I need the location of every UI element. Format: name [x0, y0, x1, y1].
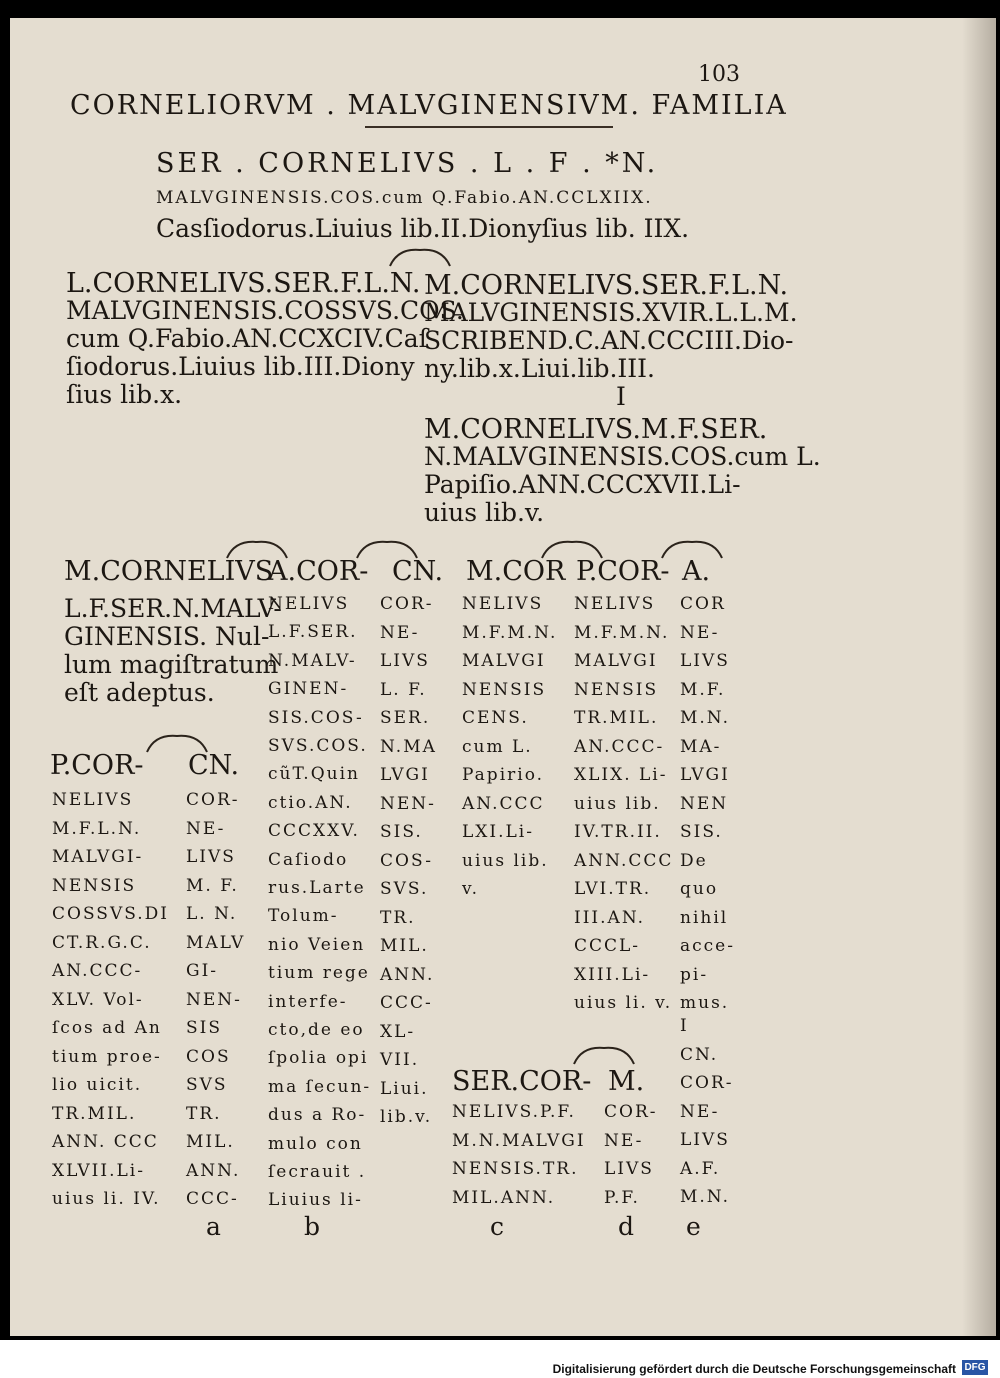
colB-line: interfe-: [268, 991, 348, 1012]
left2-line: cum Q.Fabio.AN.CCXCIV.Caſ: [66, 324, 428, 353]
colA2b-line: TR.: [186, 1103, 222, 1124]
colC-line: CCC-: [380, 993, 433, 1013]
colA2b-line: COS: [186, 1046, 231, 1067]
left2-line: ſius lib.x.: [66, 380, 183, 409]
colD-line: v.: [462, 879, 479, 899]
colB-line: dus a Ro-: [268, 1105, 367, 1126]
colC-line: VII.: [380, 1050, 420, 1070]
colA2a-line: ſcos ad An: [52, 1018, 162, 1038]
colD-line: MALVGI: [462, 651, 546, 671]
footer-credit: Digitalisierung gefördert durch die Deutsche Forschungsgemeinschaft: [552, 1362, 956, 1376]
colC-line: TR.: [380, 907, 416, 928]
colF-line: NEN: [680, 793, 729, 814]
right3-line: Papiſio.ANN.CCCXVII.Li-: [424, 470, 741, 499]
colB-line: mulo con: [268, 1133, 363, 1154]
rowheads-item: M.COR: [466, 556, 566, 587]
colA2a-line: tium proe-: [52, 1046, 162, 1067]
colF-line: acce-: [680, 936, 735, 956]
colC-line: MIL.: [380, 936, 429, 956]
right3-line: N.MALVGINENSIS.COS.cum L.: [424, 442, 821, 471]
colB-line: Liuius li-: [268, 1190, 363, 1211]
colF-line: LVGI: [680, 765, 730, 785]
colA2a-line: COSSVS.DI: [52, 904, 170, 924]
colF2-line: M.N.: [680, 1187, 731, 1207]
dfg-logo-icon: DFG: [962, 1360, 988, 1375]
colF-line: M.F.: [680, 679, 726, 700]
colD-line: CENS.: [462, 708, 529, 728]
colC-line: NEN-: [380, 793, 436, 814]
colB-line: ſpolia opi: [268, 1048, 369, 1069]
colA2a-line: CT.R.G.C.: [52, 932, 152, 953]
colB-line: rus.Larte: [268, 878, 366, 898]
colE-line: III.AN.: [574, 907, 646, 928]
colC-line: lib.v.: [380, 1107, 433, 1127]
right2-line: SCRIBEND.C.AN.CCCIII.Dio-: [424, 326, 794, 355]
colA2b-line: NE-: [186, 818, 226, 839]
colF-line: NE-: [680, 622, 720, 643]
colE-line: TR.MIL.: [574, 708, 659, 728]
colA-line: L.F.SER.N.MALV-: [64, 594, 282, 623]
colE2-line: LIVS: [604, 1159, 654, 1179]
colB-line: NELIVS: [268, 594, 350, 614]
colF-line: M.N.: [680, 708, 731, 728]
colA2b-line: COR-: [186, 790, 240, 810]
colA2b-line: CCC-: [186, 1189, 239, 1209]
colC-line: LVGI: [380, 765, 430, 785]
colA2a-line: NELIVS: [52, 790, 134, 810]
colE-line: AN.CCC-: [574, 736, 665, 757]
colB-line: ma ſecun-: [268, 1076, 372, 1097]
colC-line: Liui.: [380, 1078, 429, 1099]
colF2-line: A.F.: [680, 1158, 721, 1179]
colA2a-line: lio uicit.: [52, 1075, 143, 1095]
colD2-line: M.N.MALVGI: [452, 1130, 586, 1151]
colB-line: SVS.COS.: [268, 736, 368, 756]
colE2-line: NE-: [604, 1130, 644, 1151]
colC-line: N.MA: [380, 736, 437, 757]
colE-line: LVI.TR.: [574, 879, 652, 899]
colA2a-line: XLV. Vol-: [52, 989, 144, 1010]
colB-line: tium rege: [268, 963, 370, 984]
colF2-line: I: [680, 1016, 689, 1036]
rowheads-item: CN.: [392, 556, 444, 587]
book-page: [10, 18, 996, 1336]
generation-mark: I: [616, 382, 626, 411]
colE-line: XLIX. Li-: [574, 765, 668, 785]
right2-line: MALVGINENSIS.XVIR.L.L.M.: [424, 298, 798, 327]
colC-line: COR-: [380, 594, 434, 614]
colC-line: NE-: [380, 622, 420, 643]
colF-line: nihil: [680, 907, 729, 928]
colF-line: quo: [680, 879, 719, 899]
colB-line: GINEN-: [268, 679, 349, 700]
colF-line: COR: [680, 594, 726, 614]
bottomheads-item: SER.COR-: [452, 1066, 592, 1097]
colB-line: ctio.AN.: [268, 792, 353, 813]
colE-line: MALVGI: [574, 651, 658, 671]
colD-line: LXI.Li-: [462, 822, 534, 842]
letters-item: e: [686, 1212, 701, 1241]
colC-line: L. F.: [380, 679, 427, 700]
colF-line: mus.: [680, 993, 730, 1013]
colA2b-line: M. F.: [186, 875, 239, 896]
colF2-line: COR-: [680, 1073, 734, 1093]
colA2a-line: XLVII.Li-: [52, 1160, 145, 1181]
colC-line: ANN.: [380, 964, 435, 985]
right2-line: ny.lib.x.Liui.lib.III.: [424, 354, 655, 383]
colD2-line: NELIVS.P.F.: [452, 1102, 576, 1122]
bottomheads-item: M.: [608, 1066, 645, 1097]
colB-line: N.MALV-: [268, 650, 357, 671]
colB-line: L.F.SER.: [268, 622, 358, 643]
colF-line: De: [680, 850, 708, 871]
colA2b-line: MALV: [186, 932, 246, 953]
colA2a-line: ANN. CCC: [52, 1132, 159, 1152]
colA2a-line: MALVGI-: [52, 847, 144, 867]
colE-line: XIII.Li-: [574, 964, 651, 985]
colE-line: M.F.M.N.: [574, 622, 670, 643]
colC-line: COS-: [380, 850, 433, 871]
colF-line: MA-: [680, 736, 722, 757]
rowheads-item: P.COR-: [576, 556, 670, 587]
top-entry-line3: Casſiodorus.Liuius lib.II.Dionyſius lib. IIX.: [156, 214, 690, 243]
colB-line: cto,de eo: [268, 1020, 365, 1040]
colE-line: IV.TR.II.: [574, 822, 662, 842]
colA2b-line: ANN.: [186, 1160, 241, 1181]
colA2a-line: NENSIS: [52, 875, 137, 896]
colC-line: SIS.: [380, 822, 423, 842]
colE2-line: COR-: [604, 1102, 658, 1122]
right3-line: M.CORNELIVS.M.F.SER.: [424, 414, 768, 445]
letters-item: d: [618, 1212, 635, 1241]
top-entry-line2: MALVGINENSIS.COS.cum Q.Fabio.AN.CCLXIIX.: [156, 188, 653, 208]
colF2-line: CN.: [680, 1044, 719, 1065]
colE2-line: P.F.: [604, 1187, 640, 1208]
colD-line: Papirio.: [462, 765, 545, 785]
colB-line: ſecrauit .: [268, 1162, 367, 1182]
colA2b-line: GI-: [186, 961, 219, 981]
colE-line: CCCL-: [574, 936, 641, 956]
rowheads-item: A.: [682, 556, 711, 587]
left2-line: ſiodorus.Liuius lib.III.Diony: [66, 352, 415, 381]
branch-brace: [572, 1042, 636, 1068]
letters-item: a: [206, 1212, 221, 1241]
colE-line: ANN.CCC: [574, 850, 674, 871]
left2-line: MALVGINENSIS.COSSVS.COS.: [66, 296, 464, 325]
colA2a-line: TR.MIL.: [52, 1103, 137, 1124]
branch-brace: [388, 244, 452, 270]
rowheads-item: M.CORNELIVS: [64, 556, 274, 587]
page-header: CORNELIORVM . MALVGINENSIVM. FAMILIA: [70, 90, 788, 121]
colA2b-line: L. N.: [186, 904, 238, 924]
colA2heads-item: CN.: [188, 750, 240, 781]
colA2heads-item: P.COR-: [50, 750, 144, 781]
colE-line: NELIVS: [574, 594, 656, 614]
page-number: 103: [698, 62, 740, 87]
colA-line: lum magiſtratum: [64, 650, 279, 679]
colA2b-line: SIS: [186, 1018, 223, 1038]
colA2a-line: AN.CCC-: [52, 961, 143, 981]
colB-line: CCCXXV.: [268, 821, 360, 842]
colB-line: SIS.COS-: [268, 707, 364, 728]
colA2b-line: MIL.: [186, 1132, 235, 1152]
rowheads-item: A.COR-: [268, 556, 369, 587]
left2-line: L.CORNELIVS.SER.F.L.N.: [66, 268, 421, 299]
colA2b-line: SVS: [186, 1075, 228, 1095]
colE-line: NENSIS: [574, 679, 659, 700]
right3-line: uius lib.v.: [424, 498, 545, 527]
colE-line: uius lib.: [574, 793, 661, 814]
top-entry-title: SER . CORNELIVS . L . F . *N.: [156, 148, 659, 179]
colF2-line: LIVS: [680, 1130, 730, 1150]
colA2a-line: M.F.L.N.: [52, 818, 142, 839]
right2-line: M.CORNELIVS.SER.F.L.N.: [424, 270, 789, 301]
colA2b-line: LIVS: [186, 847, 236, 867]
colD2-line: NENSIS.TR.: [452, 1159, 579, 1179]
colC-line: SER.: [380, 708, 431, 728]
header-underline: [365, 126, 613, 128]
colD-line: cum L.: [462, 736, 533, 757]
colB-line: Tolum-: [268, 906, 339, 927]
colC-line: LIVS: [380, 651, 430, 671]
colF2-line: NE-: [680, 1101, 720, 1122]
colD-line: NENSIS: [462, 679, 547, 700]
colA-line: GINENSIS. Nul-: [64, 622, 270, 651]
colC-line: SVS.: [380, 879, 429, 899]
colF-line: pi-: [680, 964, 709, 985]
colC-line: XL-: [380, 1021, 416, 1042]
colA2b-line: NEN-: [186, 989, 242, 1010]
letters-item: c: [490, 1212, 505, 1241]
colD-line: M.F.M.N.: [462, 622, 558, 643]
colB-line: Caſiodo: [268, 849, 349, 870]
colD-line: uius lib.: [462, 850, 549, 871]
colD2-line: MIL.ANN.: [452, 1187, 556, 1208]
colA2a-line: uius li. IV.: [52, 1189, 161, 1209]
letters-item: b: [304, 1212, 321, 1241]
colF-line: LIVS: [680, 651, 730, 671]
colF-line: SIS.: [680, 822, 723, 842]
colD-line: AN.CCC: [462, 793, 545, 814]
colA-line: eſt adeptus.: [64, 678, 215, 707]
colD-line: NELIVS: [462, 594, 544, 614]
colB-line: nio Veien: [268, 934, 366, 955]
colB-line: cũT.Quin: [268, 764, 360, 785]
colE-line: uius li. v.: [574, 993, 673, 1013]
